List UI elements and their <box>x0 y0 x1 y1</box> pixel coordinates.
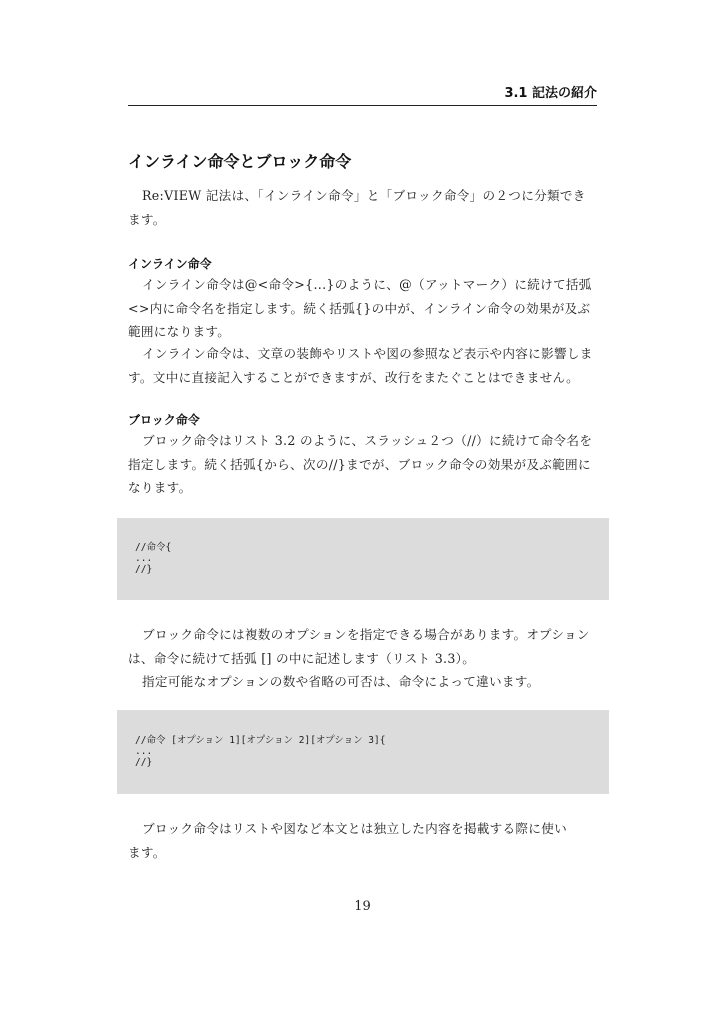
page-number: 19 <box>354 899 371 914</box>
block-paragraph-4 <box>128 817 598 864</box>
block-paragraph-3 <box>128 670 598 694</box>
text-line: ブロック命令はリスト 3.2 のように、スラッシュ２つ（//）に続けて命令名を <box>142 433 593 448</box>
header-rule <box>128 105 597 106</box>
code-line: //命令{ <box>135 542 172 553</box>
text-line: は、命令に続けて括弧 [] の中に記述します（リスト 3.3）。 <box>128 650 476 666</box>
text-line: ブロック命令はリストや図など本文とは独立した内容を掲載する際に使い <box>142 821 567 836</box>
code-listing-3-3 <box>117 710 609 794</box>
text-line: <>内に命令名を指定します。続く括弧{}の中が、インライン命令の効果が及ぶ <box>128 300 591 316</box>
text-line: なります。 <box>128 480 192 495</box>
intro-paragraph <box>128 184 598 231</box>
text-line: 指定可能なオプションの数や省略の可否は、命令によって違います。 <box>142 674 540 689</box>
code-line: ... <box>135 746 153 757</box>
text-line: す。文中に直接記入することができますが、改行をまたぐことはできません。 <box>128 369 580 385</box>
code-line: ... <box>135 553 153 564</box>
code-listing-3-2 <box>117 518 609 600</box>
text-line: ます。 <box>128 211 166 227</box>
inline-paragraph-1 <box>128 273 598 344</box>
block-paragraph-1 <box>128 429 598 500</box>
text-line: Re:VIEW 記法は、「インライン命令」と「ブロック命令」の２つに分類でき <box>142 188 586 203</box>
text-line: インライン命令は、文章の装飾やリストや図の参照など表示や内容に影響しま <box>142 346 593 361</box>
text-line: インライン命令は@<命令>{...}のように、@（アットマーク）に続けて括弧 <box>142 277 592 292</box>
block-paragraph-2 <box>128 623 598 670</box>
inline-paragraph-2 <box>128 342 598 389</box>
text-line: ます。 <box>128 844 166 860</box>
code-line: //命令 [オプション 1][オプション 2][オプション 3]{ <box>135 735 386 746</box>
code-line: //} <box>135 564 153 575</box>
running-header: 3.1 記法の紹介 <box>504 86 597 101</box>
text-line: 範囲になります。 <box>128 324 231 339</box>
text-line: ブロック命令には複数のオプションを指定できる場合があります。オプション <box>142 627 590 642</box>
section-title: インライン命令とブロック命令 <box>128 152 352 171</box>
text-line: 指定します。続く括弧{から、次の//}までが、ブロック命令の効果が及ぶ範囲に <box>128 456 591 472</box>
block-heading: ブロック命令 <box>128 413 200 427</box>
inline-heading: インライン命令 <box>128 257 212 271</box>
code-line: //} <box>135 757 153 768</box>
